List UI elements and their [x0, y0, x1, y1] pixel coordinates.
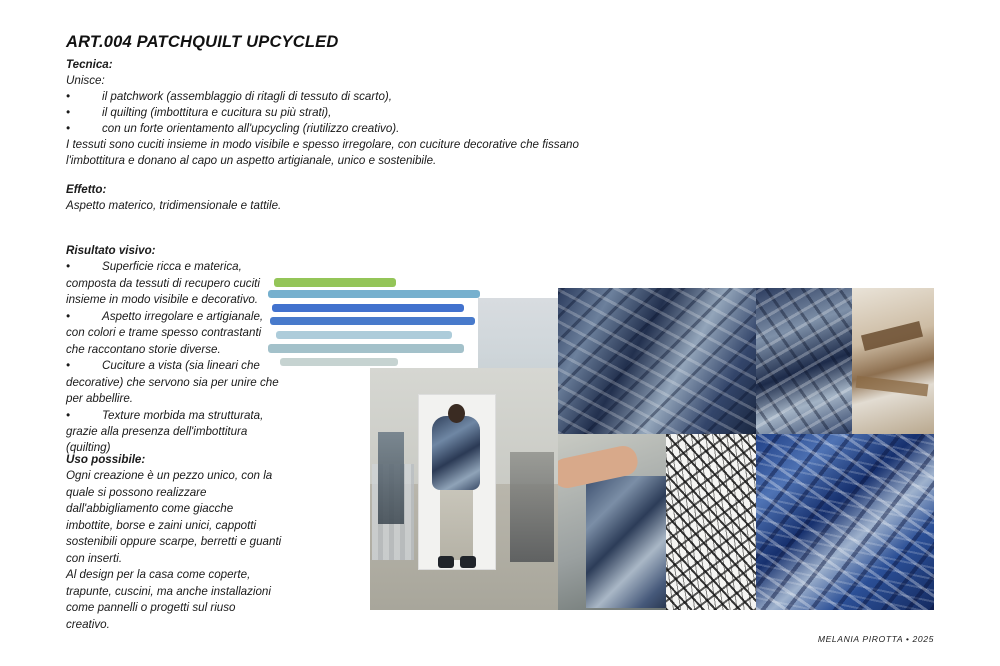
- runway-model-photo: [370, 368, 558, 610]
- page-title: ART.004 PATCHQUILT UPCYCLED: [66, 33, 339, 51]
- model-trousers: [440, 486, 473, 560]
- risultato-bullet-text: Cuciture a vista (sia lineari che decorative) che servono sia per unire che per abbellire.: [66, 359, 279, 406]
- denim-patchwork-texture: [756, 434, 934, 610]
- effetto-paragraph: Aspetto materico, tridimensionale e tattile.: [66, 198, 282, 212]
- wood-texture: [852, 288, 934, 434]
- quilted-fabric-swatch: [586, 476, 666, 608]
- footer-credit: MELANIA PIROTTA • 2025: [817, 634, 934, 644]
- model-shoe-right: [460, 556, 476, 568]
- list-item: [66, 408, 282, 457]
- risultato-bullet-text: Texture morbida ma strutturata, grazie alla presenza dell'imbottitura (quilting): [66, 408, 264, 455]
- bullet-icon: •: [66, 121, 71, 135]
- tecnica-intro: Unisce:: [66, 73, 105, 87]
- bullet-icon: •: [66, 408, 71, 422]
- quilt-texture: [756, 288, 852, 434]
- brush-stroke-green: [274, 278, 396, 287]
- risultato-bullet-text: Superficie ricca e materica, composta da tessuti di recupero cuciti insieme in modo visibile e decorativo.: [66, 260, 260, 307]
- tecnica-bullet-text: con un forte orientamento all'upcycling (riutilizzo creativo).: [102, 121, 400, 135]
- section-risultato-visivo: [66, 243, 282, 457]
- bullet-icon: •: [66, 309, 71, 323]
- list-item: [66, 121, 586, 137]
- list-item: [66, 89, 586, 105]
- list-item: [66, 105, 586, 121]
- bullet-icon: •: [66, 260, 71, 274]
- uso-paragraph-1: Ogni creazione è un pezzo unico, con la quale si possono realizzare dall'abbigliamento come giacche imbottite, borse e zaini unici, cappotti sostenibili oppure scarpe, berretti e guanti con inserti.: [66, 469, 282, 565]
- effetto-label: Effetto:: [66, 183, 107, 196]
- tecnica-bullet-text: il patchwork (assemblaggio di ritagli di tessuto di scarto),: [102, 89, 392, 103]
- bullet-icon: •: [66, 359, 71, 373]
- tecnica-paragraph: I tessuti sono cuciti insieme in modo visibile e spesso irregolare, con cuciture decorative che fissano l'imbottitura e donano al capo un aspetto artigianale, unico e sostenibile.: [66, 137, 579, 167]
- equipment-right: [510, 452, 554, 562]
- section-uso-possibile: [66, 452, 282, 633]
- list-item: [66, 259, 282, 308]
- bullet-icon: •: [66, 105, 71, 119]
- tecnica-label: Tecnica:: [66, 58, 113, 71]
- list-item: [66, 358, 282, 407]
- list-item: [66, 309, 282, 358]
- bystander-figure: [378, 432, 404, 524]
- denim-patchwork-photo: [756, 434, 934, 610]
- model-shoe-left: [438, 556, 454, 568]
- tecnica-bullet-list: [66, 89, 586, 137]
- black-white-textile-photo: [666, 434, 756, 610]
- bw-textile-texture: [666, 434, 756, 610]
- uso-label: Uso possibile:: [66, 453, 146, 466]
- tecnica-bullet-text: il quilting (imbottitura e cucitura su più strati),: [102, 105, 332, 119]
- quilt-garments-photo-1: [558, 288, 756, 434]
- model-patchquilt-jacket: [432, 416, 480, 490]
- uso-paragraph-2: Al design per la casa come coperte, trapunte, cuscini, ma anche installazioni come pannelli o progetti sul riuso creativo.: [66, 568, 271, 631]
- section-effetto: [66, 182, 486, 214]
- quilt-garments-photo-2: [756, 288, 852, 434]
- wood-detail-photo: [852, 288, 934, 434]
- model-head: [448, 404, 465, 423]
- section-tecnica: [66, 57, 586, 169]
- hand-fabric-photo: [558, 434, 666, 610]
- bullet-icon: •: [66, 89, 71, 103]
- risultato-bullet-text: Aspetto irregolare e artigianale, con colori e trame spesso contrastanti che raccontano storie diverse.: [66, 309, 264, 356]
- risultato-label: Risultato visivo:: [66, 244, 156, 257]
- quilt-texture: [558, 288, 756, 434]
- photo-collage: [370, 288, 934, 610]
